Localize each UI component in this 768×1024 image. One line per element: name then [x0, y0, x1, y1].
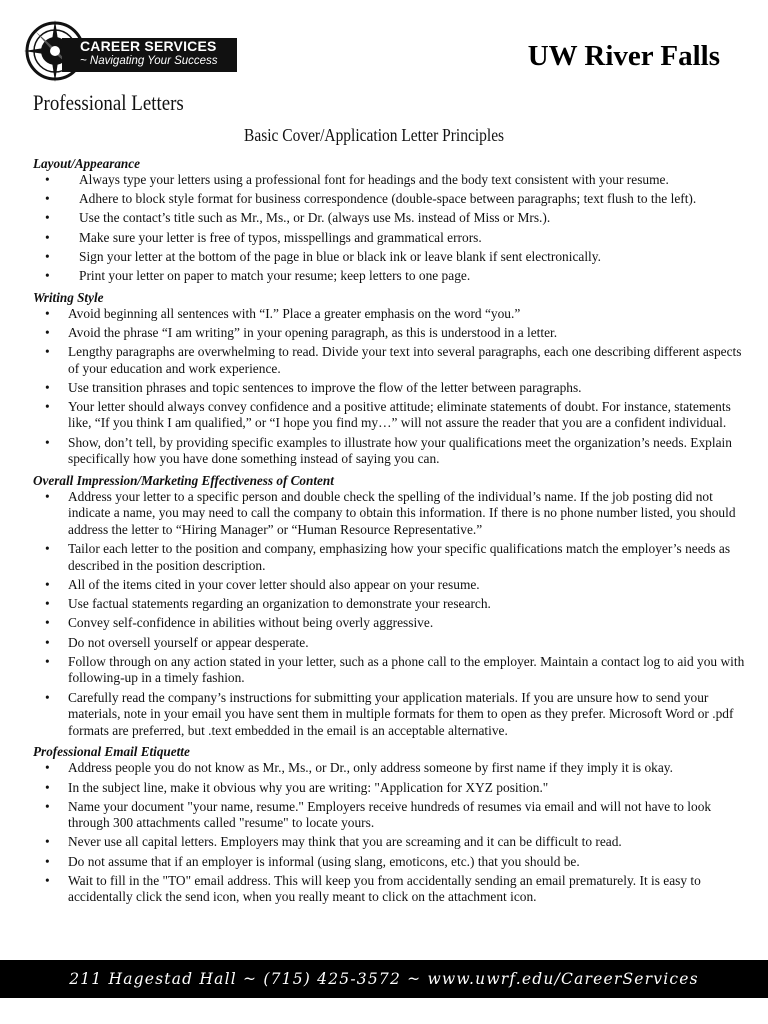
list-item: • Sign your letter at the bottom of the page in blue or black ink or leave blank if sent electronically. [33, 249, 745, 266]
list-item: • Always type your letters using a professional font for headings and the body text consistent with your resume. [33, 172, 745, 189]
list-item: • Lengthy paragraphs are overwhelming to read. Divide your text into several paragraphs, each one describing different aspects of your education and work experience. [33, 344, 745, 377]
section-heading: Layout/Appearance [33, 156, 140, 171]
list-item: • Address people you do not know as Mr., Ms., or Dr., only address someone by first name if they imply it is okay. [33, 760, 745, 777]
list-item: • Name your document "your name, resume." Employers receive hundreds of resumes via email and will not have to look through 300 attachments called "resume" to locate yours. [33, 799, 745, 832]
list-item: • Wait to fill in the "TO" email address. This will keep you from accidentally sending an email prematurely. It is easy to accidentally click the send icon, when you really meant to click on the attachment icon. [33, 873, 745, 906]
list-item: • Show, don’t tell, by providing specific examples to illustrate how your qualifications meet the organization’s needs. Explain specifically how you have done something instead of saying you can. [33, 435, 745, 468]
section-heading: Professional Email Etiquette [33, 744, 190, 760]
list-item: • Convey self-confidence in abilities without being overly aggressive. [33, 615, 745, 632]
footer-contact-bar: 211 Hagestad Hall ~ (715) 425-3572 ~ www.uwrf.edu/CareerServices [0, 960, 768, 998]
list-item: • Avoid the phrase “I am writing” in your opening paragraph, as this is understood in a letter. [33, 325, 745, 342]
logo-title: CAREER SERVICES [80, 38, 217, 54]
bullet-list [33, 760, 745, 906]
logo-banner [62, 38, 237, 72]
list-item: • Follow through on any action stated in your letter, such as a phone call to the employer. Maintain a contact log to aid you with following-up in a timely fashion. [33, 654, 745, 687]
career-services-logo [22, 18, 218, 84]
list-item: • Never use all capital letters. Employers may think that you are screaming and it can be difficult to read. [33, 834, 745, 851]
list-item: • Print your letter on paper to match your resume; keep letters to one page. [33, 268, 745, 285]
section-heading: Writing Style [33, 289, 104, 305]
section-email-etiquette [33, 743, 745, 906]
list-item: • Adhere to block style format for business correspondence (double-space between paragraphs; text flush to the left). [33, 191, 745, 208]
list-item: • In the subject line, make it obvious why you are writing: "Application for XYZ position." [33, 780, 745, 797]
bullet-list [33, 172, 745, 285]
logo-tagline: ~ Navigating Your Success [80, 55, 218, 67]
section-heading: Overall Impression/Marketing Effectiveness of Content [33, 472, 334, 488]
list-item: • Make sure your letter is free of typos, misspellings and grammatical errors. [33, 230, 745, 247]
section-overall-impression [33, 472, 745, 739]
list-item: • Tailor each letter to the position and company, emphasizing how your specific qualifications match the employer’s needs as described in the position description. [33, 541, 745, 574]
list-item: • Do not assume that if an employer is informal (using slang, emoticons, etc.) that you should be. [33, 854, 745, 871]
list-item: • All of the items cited in your cover letter should also appear on your resume. [33, 577, 745, 594]
logo-tagline-text: Navigating Your Success [89, 55, 218, 67]
list-item: • Your letter should always convey confidence and a positive attitude; eliminate statements of doubt. For instance, statements like, “If you think I am qualified,” or “I hope you find my…” will not assure the reader that you are a confident individual. [33, 399, 745, 432]
institution-name: UW River Falls [527, 40, 720, 72]
list-item: • Use factual statements regarding an organization to demonstrate your research. [33, 596, 745, 613]
list-item: • Address your letter to a specific person and double check the spelling of the individual’s name. If the job posting did not indicate a name, you may need to call the company to obtain this information. If there is no phone number listed, you should address the letter to “Hiring Manager” or “Human Resource Representative.” [33, 489, 745, 539]
list-item: • Carefully read the company’s instructions for submitting your application materials. If you are unsure how to send your materials, note in your email you have sent them in multiple formats for them to open as they prefer. Microsoft Word or .pdf formats are preferred, but .text embedded in the email is an acceptable alternative. [33, 690, 745, 740]
document-subtitle: Basic Cover/Application Letter Principles [244, 125, 505, 145]
bullet-list [33, 306, 745, 468]
document-body [33, 151, 745, 909]
list-item: • Use the contact’s title such as Mr., Ms., or Dr. (always use Ms. instead of Miss or Mrs.). [33, 210, 745, 227]
page-title: Professional Letters [33, 90, 184, 115]
list-item: • Do not oversell yourself or appear desperate. [33, 635, 745, 652]
section-writing-style [33, 289, 745, 468]
bullet-list [33, 489, 745, 739]
section-layout-appearance [33, 155, 745, 285]
list-item: • Avoid beginning all sentences with “I.” Place a greater emphasis on the word “you.” [33, 306, 745, 323]
list-item: • Use transition phrases and topic sentences to improve the flow of the letter between paragraphs. [33, 380, 745, 397]
